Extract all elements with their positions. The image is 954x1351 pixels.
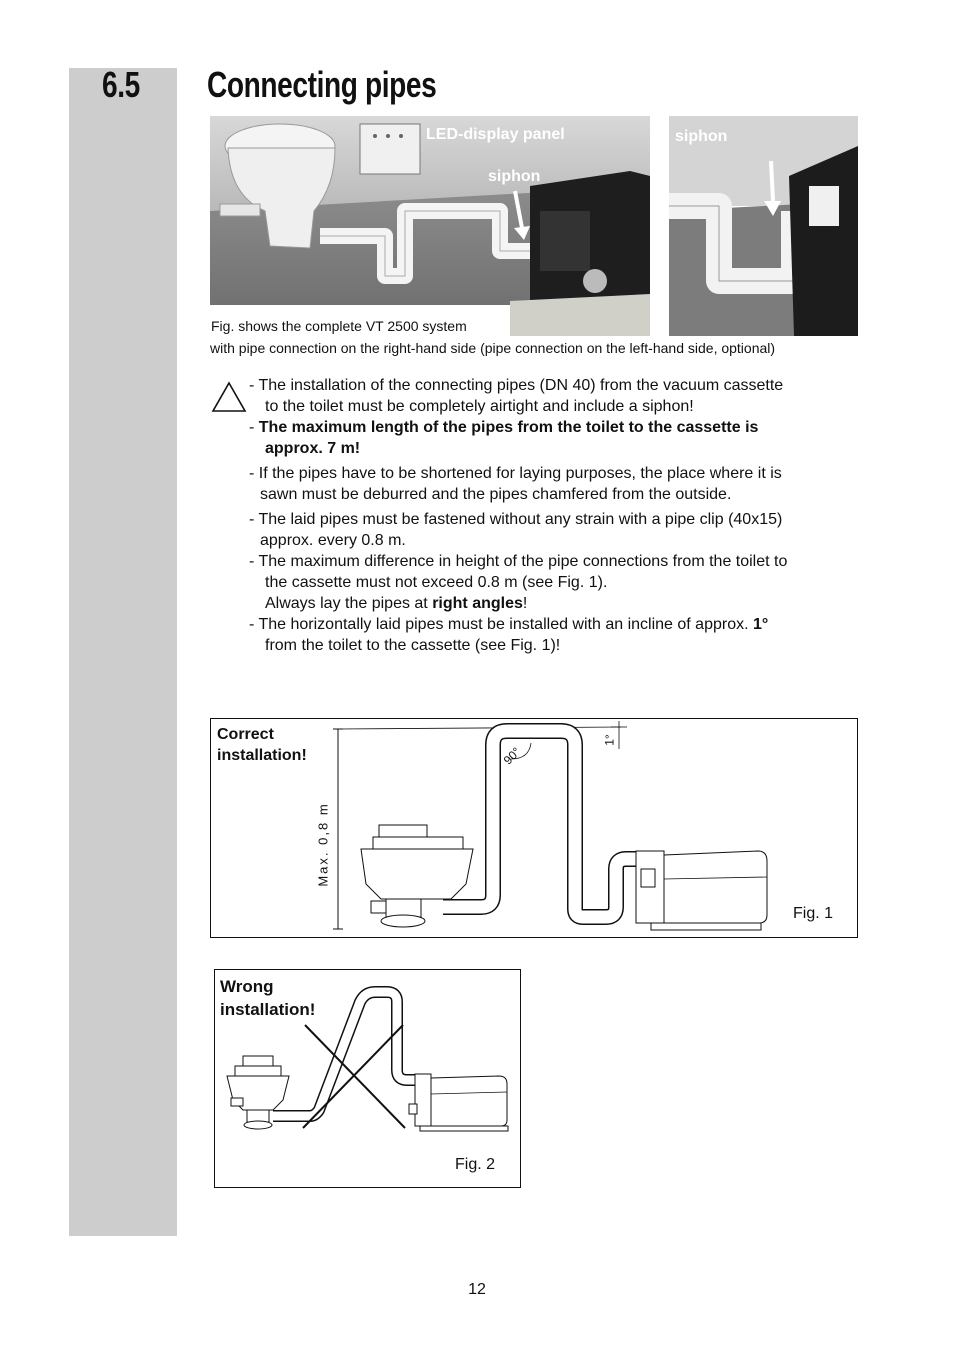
- siphon-photo: [669, 116, 858, 336]
- fig1-heading-line1: Correct: [217, 726, 274, 743]
- system-photo-illustration: [210, 116, 650, 336]
- note-item: [249, 375, 869, 417]
- fig1-angle-1: 1°: [602, 734, 617, 746]
- section-sidebar: [69, 68, 177, 1236]
- fig2-heading: [220, 975, 315, 1021]
- note-item: [249, 614, 869, 656]
- note-item: [249, 551, 869, 614]
- note-bold-text: approx. 7 m!: [265, 440, 361, 457]
- note-text: approx. every 0.8 m.: [260, 532, 406, 549]
- section-number: 6.5: [102, 64, 140, 105]
- figure-caption-line2: with pipe connection on the right-hand side (pipe connection on the left-hand side, optional): [210, 340, 776, 356]
- warning-triangle-icon: [211, 381, 247, 413]
- figure-caption-line1: Fig. shows the complete VT 2500 system: [211, 318, 467, 334]
- note-item: [249, 417, 869, 459]
- fig1-diagram: [211, 719, 857, 937]
- note-bold-text: The maximum length of the pipes from the toilet to the cassette is: [258, 419, 759, 436]
- note-text: - The maximum difference in height of the pipe connections from the toilet to: [249, 553, 788, 570]
- note-text: - If the pipes have to be shortened for laying purposes, the place where it is: [249, 465, 782, 482]
- fig2-number: Fig. 2: [455, 1156, 496, 1173]
- note-text: - The horizontally laid pipes must be installed with an incline of approx.: [249, 616, 753, 633]
- fig1-angle-90: 90°: [500, 744, 524, 768]
- note-text: sawn must be deburred and the pipes chamfered from the outside.: [260, 486, 732, 503]
- note-item: [249, 509, 869, 551]
- siphon-photo-illustration: [669, 116, 858, 336]
- note-text: from the toilet to the cassette (see Fig. 1)!: [265, 637, 561, 654]
- fig1-number: Fig. 1: [793, 905, 834, 922]
- page-number: 12: [468, 1281, 486, 1298]
- note-text: the cassette must not exceed 0.8 m (see Fig. 1).: [265, 574, 608, 591]
- note-bold-text: right angles: [432, 595, 523, 612]
- fig1-dimension-label: Max. 0,8 m: [315, 802, 331, 887]
- installation-notes: [249, 375, 869, 656]
- note-text: - The installation of the connecting pipes (DN 40) from the vacuum cassette: [249, 377, 784, 394]
- fig2-heading-line1: Wrong: [220, 977, 274, 996]
- system-photo: [210, 116, 650, 336]
- fig1-correct-installation: [210, 718, 858, 938]
- siphon-label-right: siphon: [675, 128, 728, 145]
- note-bold-text: 1°: [752, 616, 769, 633]
- siphon-label-left: siphon: [488, 168, 541, 185]
- note-text: to the toilet must be completely airtight and include a siphon!: [265, 398, 694, 415]
- led-display-label: LED-display panel: [426, 126, 565, 143]
- fig1-heading-line2: installation!: [217, 747, 307, 764]
- note-text: !: [522, 595, 528, 612]
- section-title: Connecting pipes: [207, 64, 437, 105]
- note-text: - The laid pipes must be fastened without any strain with a pipe clip (40x15): [249, 511, 783, 528]
- note-item: [249, 463, 869, 505]
- note-dash: -: [249, 419, 259, 436]
- note-text: Always lay the pipes at: [265, 595, 433, 612]
- fig1-heading: [217, 724, 307, 766]
- fig2-heading-line2: installation!: [220, 1000, 316, 1019]
- fig2-wrong-installation: [214, 969, 521, 1188]
